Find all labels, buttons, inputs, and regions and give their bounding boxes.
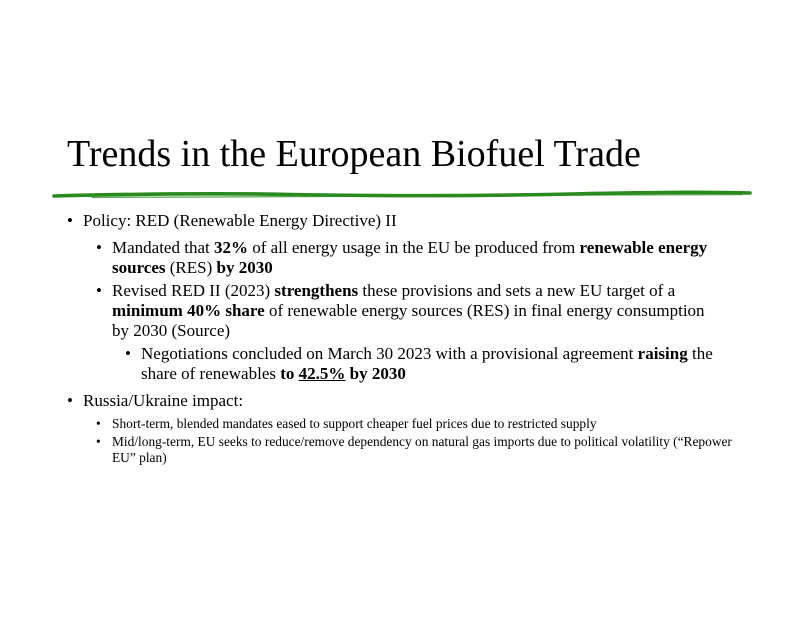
text-run: by 2030 (345, 364, 406, 383)
bullet-item-short-term (96, 416, 746, 432)
bullet-item-revised-red-ii (96, 281, 716, 341)
bullet-item-mid-long-term (96, 434, 746, 466)
text-run: minimum 40% share (112, 301, 265, 320)
bullet-text (83, 391, 767, 411)
text-run: the share of renewables (141, 344, 713, 383)
bullet-item-russia-ukraine (67, 391, 767, 411)
text-run: 42.5% (298, 364, 346, 383)
text-run: Russia/Ukraine impact: (83, 391, 244, 410)
text-run: (RES) (165, 258, 217, 277)
text-run: renewable energy sources (112, 238, 708, 277)
text-run: these provisions and sets a new EU target of a (358, 281, 676, 300)
text-run: Mandated that (112, 238, 214, 257)
text-run: of all energy usage in the EU be produced from (247, 238, 580, 257)
text-run: 32% (213, 238, 248, 257)
text-run: Mid/long-term, EU seeks to reduce/remove dependency on natural gas imports due to political volatility (“Repower EU” plan) (112, 434, 732, 465)
text-run: Revised RED II (2023) (112, 281, 275, 300)
bullet-text (112, 434, 746, 466)
text-run: raising (637, 344, 688, 363)
bullet-marker: • (96, 238, 102, 257)
bullet-item-mandate-32 (96, 238, 716, 278)
text-run: by 2030 (216, 258, 273, 277)
bullet-marker: • (125, 344, 131, 363)
bullet-marker: • (67, 211, 73, 230)
bullet-marker: • (67, 391, 73, 410)
bullet-text (141, 344, 730, 384)
text-run: of renewable energy sources (RES) in final energy consumption by 2030 (Source) (112, 301, 705, 340)
bullet-marker: • (96, 281, 102, 300)
bullet-item-negotiations (125, 344, 730, 384)
bullet-marker: • (96, 416, 101, 431)
text-run: Negotiations concluded on March 30 2023 with a provisional agreement (141, 344, 638, 363)
title-underline-brush-stroke (52, 187, 752, 203)
bullet-text (83, 211, 767, 231)
slide-title: Trends in the European Biofuel Trade (67, 133, 641, 175)
text-run: Policy: RED (Renewable Energy Directive) II (83, 211, 397, 230)
bullet-item-policy (67, 211, 767, 231)
text-run: Short-term, blended mandates eased to support cheaper fuel prices due to restricted supply (112, 416, 597, 431)
text-run: strengthens (274, 281, 359, 300)
bullet-text (112, 238, 716, 278)
bullet-text (112, 416, 746, 432)
text-run: to (280, 364, 299, 383)
bullet-text (112, 281, 716, 341)
bullet-marker: • (96, 434, 101, 449)
